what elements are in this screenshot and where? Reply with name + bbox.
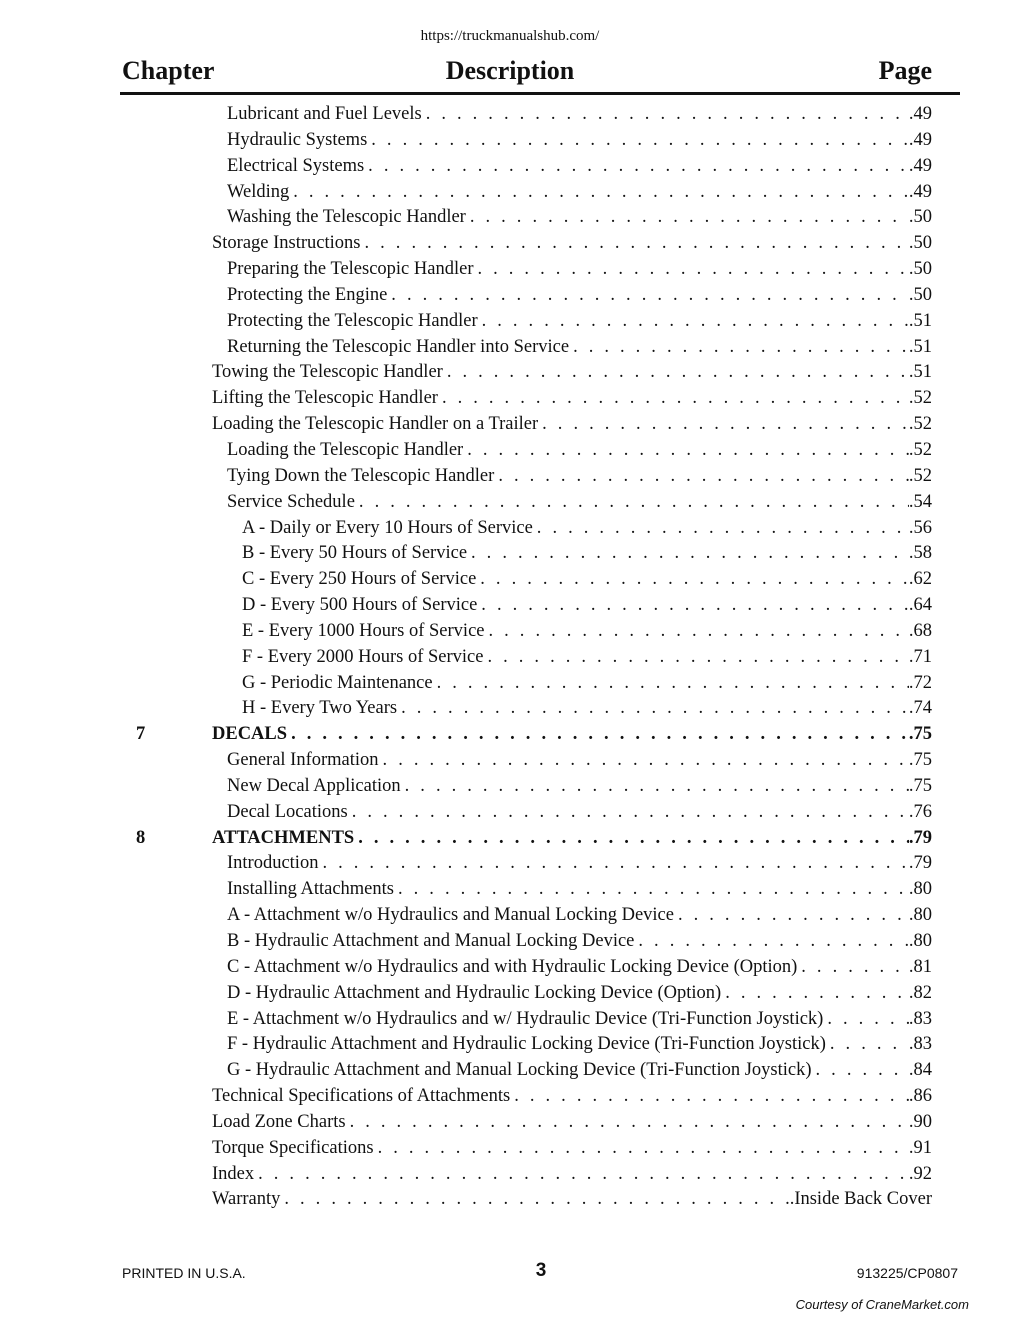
- toc-entry[interactable]: [0, 180, 1020, 206]
- toc-entry-line: [227, 180, 932, 206]
- toc-entry[interactable]: [0, 671, 1020, 697]
- toc-entry[interactable]: [0, 412, 1020, 438]
- toc-entry[interactable]: [0, 231, 1020, 257]
- toc-entry-title: Storage Instructions: [212, 233, 361, 254]
- toc-entry-title: DECALS: [212, 724, 288, 745]
- toc-entry[interactable]: [0, 1007, 1020, 1033]
- toc-entry-page: .62: [908, 569, 932, 590]
- toc-entry[interactable]: [0, 283, 1020, 309]
- toc-entry[interactable]: [0, 360, 1020, 386]
- toc-entry-title: Index: [212, 1163, 255, 1184]
- dot-leader: [352, 800, 909, 826]
- toc-entry-line: [212, 360, 932, 386]
- toc-entry-page: .50: [908, 259, 932, 280]
- courtesy-note: Courtesy of CraneMarket.com: [795, 1297, 969, 1312]
- toc-entry[interactable]: [0, 335, 1020, 361]
- toc-entry-page: .51: [908, 310, 932, 331]
- toc-entry-page: .91: [908, 1137, 932, 1158]
- toc-entry-title: B - Hydraulic Attachment and Manual Locking Device: [227, 931, 635, 951]
- toc-entry-line: [227, 955, 932, 981]
- toc-entry-page: .49: [908, 104, 932, 124]
- toc-entry-title: Loading the Telescopic Handler: [227, 439, 464, 460]
- dot-leader: [514, 1084, 909, 1110]
- toc-entry-title: H - Every Two Years: [242, 698, 398, 719]
- toc-entry[interactable]: [0, 438, 1020, 464]
- dot-leader: [482, 309, 909, 335]
- dot-leader: [447, 360, 909, 386]
- header-description: Description: [445, 56, 575, 85]
- toc-entry-title: F - Hydraulic Attachment and Hydraulic Locking Device (Tri-Function Joystick): [227, 1034, 826, 1055]
- toc-entry-title: D - Every 500 Hours of Service: [242, 595, 478, 616]
- toc-entry[interactable]: [0, 1110, 1020, 1136]
- toc-entry-line: [227, 800, 932, 826]
- toc-entry-page: .81: [908, 956, 932, 977]
- header-chapter: Chapter: [122, 56, 215, 85]
- toc-entry-title: Returning the Telescopic Handler into Service: [227, 336, 570, 357]
- toc-entry-title: B - Every 50 Hours of Service: [242, 543, 468, 564]
- toc-entry[interactable]: [0, 800, 1020, 826]
- toc-entry-line: [212, 231, 932, 257]
- toc-entry-title: E - Every 1000 Hours of Service: [242, 620, 485, 641]
- toc-entry-title: A - Daily or Every 10 Hours of Service: [242, 517, 533, 538]
- toc-entry[interactable]: [0, 851, 1020, 877]
- toc-entry-page: .76: [908, 801, 932, 822]
- toc-entry-title: General Information: [227, 750, 379, 771]
- header-page: Page: [878, 56, 932, 85]
- toc-entry-line: [242, 593, 932, 619]
- toc-entry-line: [212, 1110, 932, 1136]
- toc-entry-title: Lifting the Telescopic Handler: [212, 388, 438, 409]
- chapter-number: 7: [136, 724, 146, 745]
- dot-leader: [426, 102, 909, 128]
- dot-leader: [365, 231, 909, 257]
- dot-leader: [830, 1032, 909, 1058]
- toc-entry-title: A - Attachment w/o Hydraulics and Manual Locking Device: [227, 905, 674, 926]
- toc-entry[interactable]: [0, 929, 1020, 955]
- toc-header: [122, 56, 932, 90]
- toc-entry-line: [212, 1187, 932, 1213]
- toc-entry[interactable]: [0, 981, 1020, 1007]
- toc-entry-title: C - Attachment w/o Hydraulics and with Hydraulic Locking Device (Option): [227, 956, 798, 977]
- page-number: 3: [535, 1260, 547, 1281]
- toc-entry[interactable]: [0, 748, 1020, 774]
- toc-entry[interactable]: [0, 826, 1020, 852]
- toc-entry[interactable]: [0, 541, 1020, 567]
- dot-leader: [467, 438, 909, 464]
- toc-entry[interactable]: [0, 877, 1020, 903]
- toc-entry-title: Hydraulic Systems: [227, 129, 368, 150]
- toc-entry[interactable]: [0, 645, 1020, 671]
- toc-entry-page: .Inside Back Cover: [789, 1189, 932, 1210]
- toc-entry-line: [227, 128, 932, 154]
- toc-entry[interactable]: [0, 567, 1020, 593]
- toc-entry-title: Torque Specifications: [212, 1137, 374, 1158]
- toc-entry-page: .75: [908, 750, 932, 771]
- dot-leader: [470, 205, 909, 231]
- toc-entry-page: .82: [908, 982, 932, 1003]
- toc-entry-line: [242, 645, 932, 671]
- dot-leader: [371, 128, 909, 154]
- dot-leader: [398, 877, 909, 903]
- dot-leader: [293, 180, 909, 206]
- toc-entry-title: ATTACHMENTS: [212, 827, 355, 848]
- toc-entry-title: Welding: [227, 181, 290, 202]
- toc-entry-title: C - Every 250 Hours of Service: [242, 569, 477, 590]
- toc-entry[interactable]: [0, 309, 1020, 335]
- dot-leader: [801, 955, 909, 981]
- dot-leader: [816, 1058, 909, 1084]
- toc-entry-line: [242, 567, 932, 593]
- toc-entry-title: Washing the Telescopic Handler: [227, 207, 466, 228]
- dot-leader: [350, 1110, 909, 1136]
- toc-entry-line: [212, 1084, 932, 1110]
- toc-entry[interactable]: [0, 1136, 1020, 1162]
- toc-entry[interactable]: [0, 1032, 1020, 1058]
- toc-entry-title: Introduction: [227, 853, 319, 874]
- toc-entry[interactable]: [0, 464, 1020, 490]
- chapter-number: 8: [136, 827, 146, 848]
- dot-leader: [498, 464, 909, 490]
- toc-entry-line: [227, 774, 932, 800]
- toc-entry-title: Tying Down the Telescopic Handler: [227, 465, 495, 486]
- dot-leader: [477, 257, 908, 283]
- dot-leader: [322, 851, 908, 877]
- toc-entry-line: [227, 438, 932, 464]
- toc-entry-title: Load Zone Charts: [212, 1111, 346, 1132]
- toc-entry-title: Installing Attachments: [227, 879, 394, 900]
- toc-entry-title: Electrical Systems: [227, 155, 365, 176]
- toc-entry-page: .86: [908, 1086, 932, 1107]
- toc-entry-page: .79: [908, 827, 932, 848]
- toc-entry[interactable]: [0, 1162, 1020, 1188]
- toc-entry-title: E - Attachment w/o Hydraulics and w/ Hydraulic Device (Tri-Function Joystick): [227, 1008, 824, 1029]
- toc-entry-title: F - Every 2000 Hours of Service: [242, 646, 484, 667]
- toc-entry-page: .50: [908, 233, 932, 254]
- toc-entry-page: .80: [908, 905, 932, 926]
- toc-entry-page: .79: [908, 853, 932, 874]
- dot-leader: [405, 774, 909, 800]
- toc-entry-page: .51: [908, 336, 932, 357]
- toc-entry-line: [212, 1136, 932, 1162]
- toc-entry-line: [227, 309, 932, 335]
- toc-entry[interactable]: [0, 1084, 1020, 1110]
- toc-entry-line: [227, 257, 932, 283]
- toc-entry-title: Decal Locations: [227, 801, 348, 822]
- toc-entry-title: Loading the Telescopic Handler on a Trailer: [212, 414, 539, 435]
- toc-entry[interactable]: [0, 205, 1020, 231]
- toc-entry-line: [227, 1058, 932, 1084]
- toc-entry-line: [242, 516, 932, 542]
- toc-entry-title: G - Periodic Maintenance: [242, 672, 433, 693]
- toc-entry-line: [242, 541, 932, 567]
- toc-entry-line: [227, 102, 932, 128]
- dot-leader: [638, 929, 908, 955]
- toc-entry-page: .84: [908, 1060, 932, 1081]
- toc-entry-page: .56: [908, 517, 932, 538]
- dot-leader: [537, 516, 909, 542]
- toc-entry[interactable]: [0, 516, 1020, 542]
- toc-entry[interactable]: [0, 696, 1020, 722]
- toc-entry-line: [227, 1007, 932, 1033]
- toc-entry-title: Lubricant and Fuel Levels: [227, 104, 422, 124]
- toc-entry-line: [227, 877, 932, 903]
- toc-entry-line: [242, 671, 932, 697]
- toc-entry-page: .64: [908, 595, 932, 616]
- toc-entry-page: .68: [908, 620, 932, 641]
- toc-entry-page: .71: [908, 646, 932, 667]
- toc-entry[interactable]: [0, 102, 1020, 128]
- toc-entry-line: [227, 283, 932, 309]
- toc-entry-title: New Decal Application: [227, 775, 401, 796]
- toc-entry[interactable]: [0, 154, 1020, 180]
- toc-entry-line: [227, 154, 932, 180]
- toc-entry-line: [242, 619, 932, 645]
- toc-entry-line: [227, 903, 932, 929]
- header-rule: [120, 92, 960, 95]
- dot-leader: [827, 1007, 909, 1033]
- toc-entry-line: [227, 748, 932, 774]
- toc-entry-title: Protecting the Telescopic Handler: [227, 310, 478, 331]
- toc-entry-page: .52: [908, 439, 932, 460]
- toc-entry-page: .54: [908, 491, 932, 512]
- toc-entry-line: [242, 696, 932, 722]
- toc-entry-title: Technical Specifications of Attachments: [212, 1086, 511, 1107]
- dot-leader: [284, 1187, 789, 1213]
- toc-entry-page: .52: [908, 414, 932, 435]
- dot-leader: [383, 748, 909, 774]
- toc-entry[interactable]: [0, 1058, 1020, 1084]
- toc-entry-title: Towing the Telescopic Handler: [212, 362, 443, 383]
- printed-in-label: PRINTED IN U.S.A.: [122, 1265, 246, 1281]
- toc-entry-line: [227, 851, 932, 877]
- document-code: 913225/CP0807: [856, 1265, 958, 1281]
- toc-entry[interactable]: [0, 257, 1020, 283]
- toc-entry-line: [227, 335, 932, 361]
- dot-leader: [359, 490, 909, 516]
- toc-entry-line: [212, 826, 932, 852]
- dot-leader: [368, 154, 909, 180]
- toc-entry-line: [227, 981, 932, 1007]
- dot-leader: [442, 386, 909, 412]
- toc-entry-line: [212, 412, 932, 438]
- toc-entry-page: .58: [908, 543, 932, 564]
- toc-entry[interactable]: [0, 722, 1020, 748]
- dot-leader: [480, 567, 909, 593]
- toc-entry[interactable]: [0, 490, 1020, 516]
- toc-entry-title: D - Hydraulic Attachment and Hydraulic Locking Device (Option): [227, 982, 722, 1003]
- toc-entry-page: .80: [908, 931, 932, 951]
- toc-entry-page: .92: [908, 1163, 932, 1184]
- toc-entry-title: G - Hydraulic Attachment and Manual Locking Device (Tri-Function Joystick): [227, 1060, 812, 1081]
- dot-leader: [291, 722, 909, 748]
- dot-leader: [542, 412, 909, 438]
- dot-leader: [573, 335, 909, 361]
- toc-entry-page: .75: [908, 775, 932, 796]
- toc-entry-page: .83: [908, 1034, 932, 1055]
- toc-entry-title: Preparing the Telescopic Handler: [227, 259, 474, 280]
- toc-entry-page: .50: [908, 207, 932, 228]
- dot-leader: [358, 826, 909, 852]
- toc-entry-page: .49: [908, 155, 932, 176]
- toc-entry-page: .80: [908, 879, 932, 900]
- toc-entry-line: [227, 464, 932, 490]
- toc-entry-line: [227, 929, 932, 955]
- toc-entry-line: [227, 490, 932, 516]
- dot-leader: [481, 593, 909, 619]
- toc-entry-page: .52: [908, 388, 932, 409]
- toc-entry[interactable]: [0, 386, 1020, 412]
- toc-entry-title: Warranty: [212, 1189, 281, 1210]
- toc-entry-page: .51: [908, 362, 932, 383]
- toc-entry-page: .90: [908, 1111, 932, 1132]
- toc-entry-page: .50: [908, 284, 932, 305]
- source-url[interactable]: https://truckmanualshub.com/: [420, 28, 600, 44]
- dot-leader: [258, 1162, 909, 1188]
- dot-leader: [437, 671, 909, 697]
- toc-entry-page: .52: [908, 465, 932, 486]
- toc-entry[interactable]: [0, 955, 1020, 981]
- dot-leader: [487, 645, 908, 671]
- toc-entry-page: .49: [908, 129, 932, 150]
- toc-entry-title: Protecting the Engine: [227, 284, 388, 305]
- toc-entry-line: [227, 205, 932, 231]
- table-of-contents: [0, 102, 1020, 1213]
- dot-leader: [401, 696, 909, 722]
- dot-leader: [471, 541, 909, 567]
- dot-leader: [678, 903, 909, 929]
- dot-leader: [378, 1136, 909, 1162]
- toc-entry[interactable]: [0, 128, 1020, 154]
- dot-leader: [489, 619, 909, 645]
- toc-entry[interactable]: [0, 593, 1020, 619]
- toc-entry-page: .49: [908, 181, 932, 202]
- toc-entry-line: [212, 722, 932, 748]
- toc-entry-page: .74: [908, 698, 932, 719]
- toc-entry-page: .72: [908, 672, 932, 693]
- dot-leader: [391, 283, 909, 309]
- toc-entry-title: Service Schedule: [227, 491, 355, 512]
- dot-leader: [725, 981, 909, 1007]
- toc-entry-line: [227, 1032, 932, 1058]
- toc-entry[interactable]: [0, 903, 1020, 929]
- toc-entry[interactable]: [0, 774, 1020, 800]
- toc-entry-page: .75: [908, 724, 932, 745]
- toc-entry-page: .83: [908, 1008, 932, 1029]
- toc-entry[interactable]: [0, 1187, 1020, 1213]
- toc-entry-line: [212, 386, 932, 412]
- toc-entry-line: [212, 1162, 932, 1188]
- toc-entry[interactable]: [0, 619, 1020, 645]
